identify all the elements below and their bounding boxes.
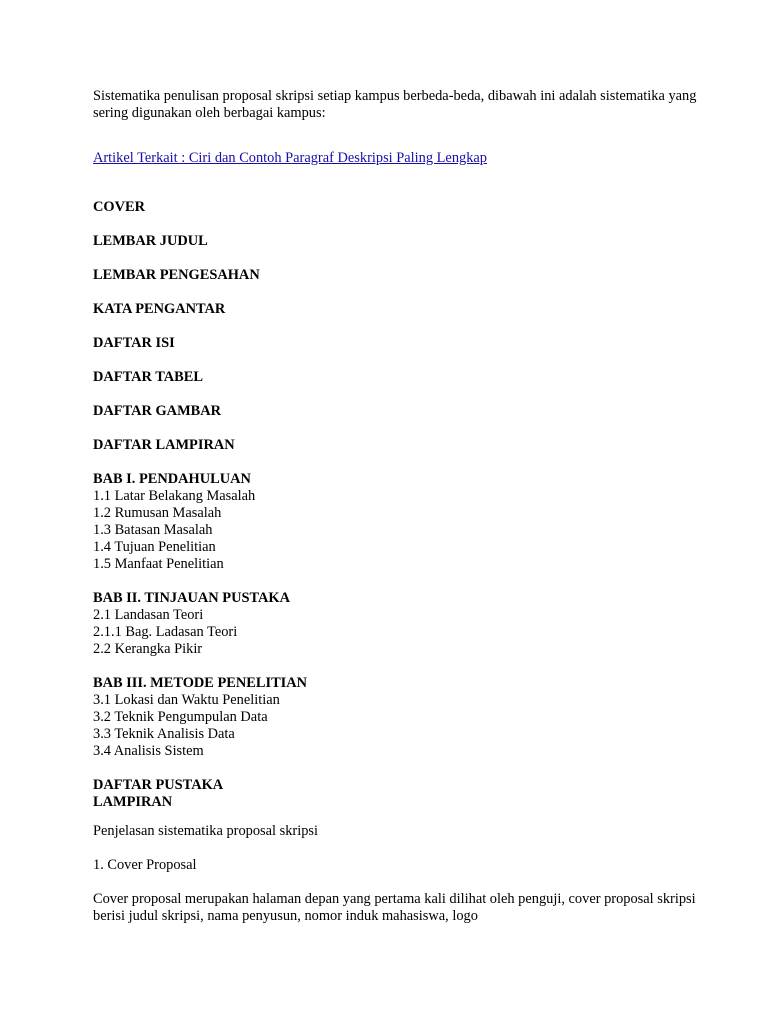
chapter-2-title: BAB II. TINJAUAN PUSTAKA [93, 590, 290, 606]
chapter-1-item: 1.5 Manfaat Penelitian [93, 556, 224, 572]
chapter-1-item: 1.4 Tujuan Penelitian [93, 539, 216, 555]
chapter-3-item: 3.3 Teknik Analisis Data [93, 726, 235, 742]
chapter-3-item: 3.4 Analisis Sistem [93, 743, 204, 759]
chapter-3-item: 3.1 Lokasi dan Waktu Penelitian [93, 692, 280, 708]
explanation-paragraph: Cover proposal merupakan halaman depan yang pertama kali dilihat oleh penguji, cover proposal skripsi berisi judul skripsi, nama penyusun, nomor induk mahasiswa, logo [93, 891, 696, 924]
explanation-section-title: 1. Cover Proposal [93, 857, 197, 873]
front-matter-title-page: LEMBAR JUDUL [93, 233, 208, 249]
end-matter-appendix: LAMPIRAN [93, 794, 173, 810]
front-matter-list-of-figures: DAFTAR GAMBAR [93, 403, 222, 419]
chapter-1-title: BAB I. PENDAHULUAN [93, 471, 251, 487]
chapter-1-item: 1.2 Rumusan Masalah [93, 505, 222, 521]
explanation-section [93, 823, 713, 925]
front-matter-table-of-contents: DAFTAR ISI [93, 335, 175, 351]
chapter-2-item: 2.1.1 Bag. Ladasan Teori [93, 624, 238, 640]
related-article-link[interactable]: Artikel Terkait : Ciri dan Contoh Paragraf Deskripsi Paling Lengkap [93, 150, 487, 166]
intro-text: Sistematika penulisan proposal skripsi setiap kampus berbeda-beda, dibawah ini adalah sistematika yang sering digunakan oleh berbagai kampus: [93, 88, 697, 121]
chapter-2-item: 2.1 Landasan Teori [93, 607, 204, 623]
front-matter-list-of-tables: DAFTAR TABEL [93, 369, 203, 385]
chapter-1-item: 1.3 Batasan Masalah [93, 522, 213, 538]
chapter-3-title: BAB III. METODE PENELITIAN [93, 675, 308, 691]
front-matter-approval-page: LEMBAR PENGESAHAN [93, 267, 260, 283]
chapter-3-item: 3.2 Teknik Pengumpulan Data [93, 709, 268, 725]
front-matter-list-of-appendices: DAFTAR LAMPIRAN [93, 437, 235, 453]
front-matter-cover: COVER [93, 199, 145, 215]
chapter-1-item: 1.1 Latar Belakang Masalah [93, 488, 256, 504]
proposal-outline [93, 199, 713, 811]
chapter-2-item: 2.2 Kerangka Pikir [93, 641, 203, 657]
end-matter-bibliography: DAFTAR PUSTAKA [93, 777, 224, 793]
explanation-heading: Penjelasan sistematika proposal skripsi [93, 823, 319, 839]
front-matter-preface: KATA PENGANTAR [93, 301, 226, 317]
intro-paragraph [93, 88, 713, 122]
